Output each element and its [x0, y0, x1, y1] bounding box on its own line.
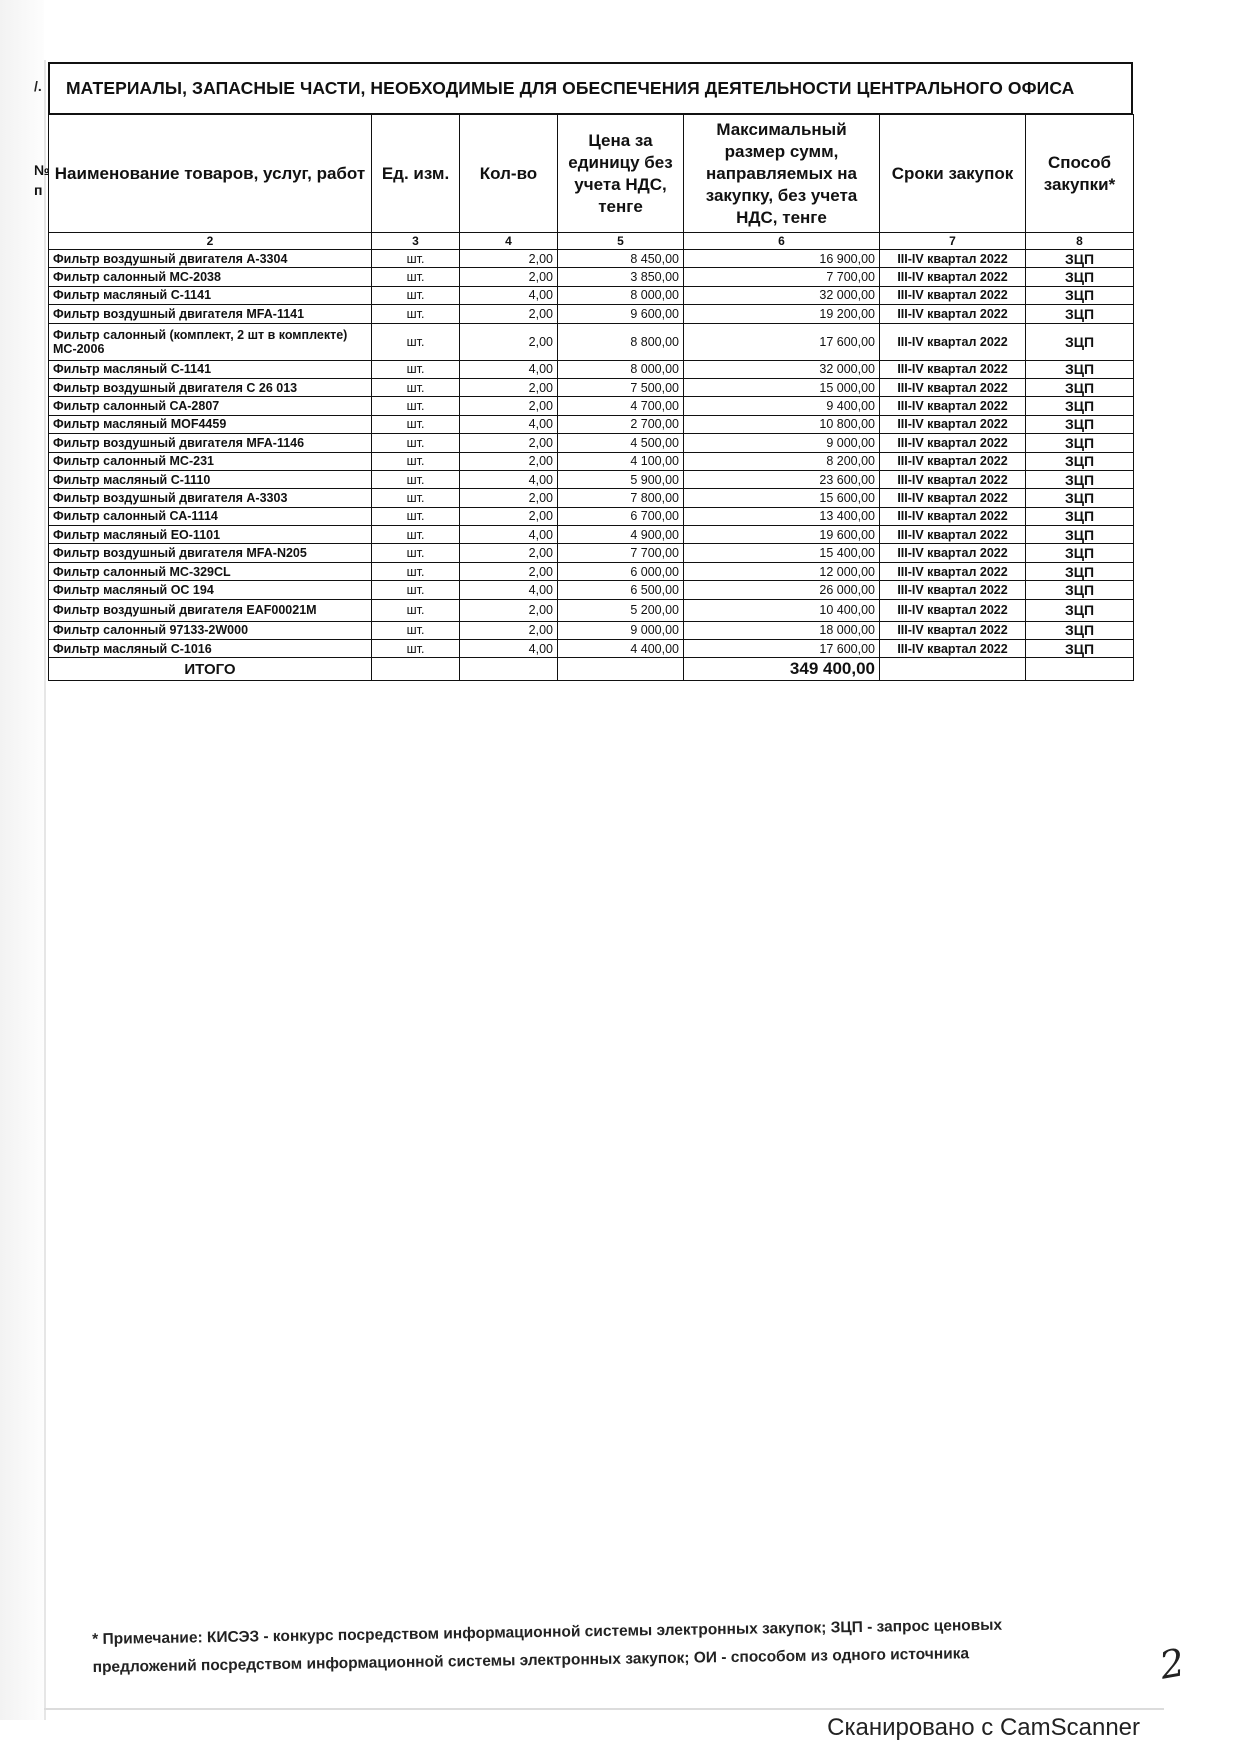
cell-method: ЗЦП: [1026, 581, 1134, 599]
cell-name: Фильтр воздушный двигателя MFA-1141: [49, 305, 372, 323]
total-value: 349 400,00: [684, 658, 880, 681]
column-number: 6: [684, 233, 880, 250]
cell-method: ЗЦП: [1026, 562, 1134, 580]
cell-name: Фильтр воздушный двигателя А-3304: [49, 250, 372, 268]
total-empty-cell: [880, 658, 1026, 681]
cell-qty: 4,00: [460, 470, 558, 488]
cell-name: Фильтр салонный 97133-2W000: [49, 621, 372, 639]
cell-qty: 2,00: [460, 378, 558, 396]
cell-sum: 9 400,00: [684, 397, 880, 415]
cell-sum: 26 000,00: [684, 581, 880, 599]
cell-method: ЗЦП: [1026, 378, 1134, 396]
cell-unit: шт.: [372, 507, 460, 525]
cell-method: ЗЦП: [1026, 452, 1134, 470]
header-qty: Кол-во: [460, 115, 558, 233]
total-row: [49, 658, 1134, 681]
cell-qty: 4,00: [460, 526, 558, 544]
cell-unit: шт.: [372, 489, 460, 507]
cell-period: III-IV квартал 2022: [880, 250, 1026, 268]
cell-method: ЗЦП: [1026, 268, 1134, 286]
cell-period: III-IV квартал 2022: [880, 489, 1026, 507]
cell-qty: 2,00: [460, 621, 558, 639]
cell-qty: 2,00: [460, 599, 558, 621]
cell-unit: шт.: [372, 286, 460, 304]
cell-price: 8 450,00: [558, 250, 684, 268]
header-name: Наименование товаров, услуг, работ: [49, 115, 372, 233]
table-row: [49, 286, 1134, 304]
cell-sum: 17 600,00: [684, 323, 880, 360]
column-number: 2: [49, 233, 372, 250]
cell-name: Фильтр салонный (комплект, 2 шт в комплекте) МС-2006: [49, 323, 372, 360]
cell-unit: шт.: [372, 415, 460, 433]
cell-qty: 4,00: [460, 640, 558, 658]
total-label: ИТОГО: [49, 658, 372, 681]
header-period: Сроки закупок: [880, 115, 1026, 233]
cell-name: Фильтр салонный СА-2807: [49, 397, 372, 415]
cell-method: ЗЦП: [1026, 305, 1134, 323]
cell-method: ЗЦП: [1026, 434, 1134, 452]
header-max-sum: Максимальный размер сумм, направляемых на закупку, без учета НДС, тенге: [684, 115, 880, 233]
cell-sum: 15 400,00: [684, 544, 880, 562]
cell-qty: 2,00: [460, 489, 558, 507]
cell-qty: 2,00: [460, 452, 558, 470]
header-price: Цена за единицу без учета НДС, тенге: [558, 115, 684, 233]
cell-price: 7 800,00: [558, 489, 684, 507]
cell-period: III-IV квартал 2022: [880, 452, 1026, 470]
cell-name: Фильтр масляный С-1016: [49, 640, 372, 658]
column-number: 3: [372, 233, 460, 250]
cell-qty: 4,00: [460, 360, 558, 378]
table-row: [49, 544, 1134, 562]
cell-price: 6 000,00: [558, 562, 684, 580]
total-empty-cell: [1026, 658, 1134, 681]
cell-period: III-IV квартал 2022: [880, 360, 1026, 378]
table-row: [49, 397, 1134, 415]
cell-method: ЗЦП: [1026, 621, 1134, 639]
cell-unit: шт.: [372, 268, 460, 286]
cell-sum: 23 600,00: [684, 470, 880, 488]
cell-method: ЗЦП: [1026, 544, 1134, 562]
cell-sum: 17 600,00: [684, 640, 880, 658]
cut-mark: /.: [34, 78, 42, 94]
header-unit: Ед. изм.: [372, 115, 460, 233]
cell-sum: 15 600,00: [684, 489, 880, 507]
table-row: [49, 268, 1134, 286]
cell-sum: 7 700,00: [684, 268, 880, 286]
cell-unit: шт.: [372, 621, 460, 639]
cell-period: III-IV квартал 2022: [880, 323, 1026, 360]
cut-off-marks: [34, 78, 48, 94]
cell-method: ЗЦП: [1026, 599, 1134, 621]
cell-period: III-IV квартал 2022: [880, 286, 1026, 304]
cell-price: 9 000,00: [558, 621, 684, 639]
cell-name: Фильтр салонный СА-1114: [49, 507, 372, 525]
table-row: [49, 250, 1134, 268]
cell-unit: шт.: [372, 470, 460, 488]
cell-name: Фильтр масляный С-1110: [49, 470, 372, 488]
cell-price: 8 000,00: [558, 286, 684, 304]
column-number: 8: [1026, 233, 1134, 250]
cell-sum: 15 000,00: [684, 378, 880, 396]
table-row: [49, 434, 1134, 452]
cell-qty: 2,00: [460, 434, 558, 452]
cell-qty: 2,00: [460, 323, 558, 360]
page-number: 2: [1156, 1640, 1188, 1688]
cut-mark: №: [34, 162, 50, 178]
cell-period: III-IV квартал 2022: [880, 305, 1026, 323]
header-row: [49, 115, 1134, 233]
cell-period: III-IV квартал 2022: [880, 415, 1026, 433]
cell-method: ЗЦП: [1026, 640, 1134, 658]
cell-name: Фильтр масляный С-1141: [49, 360, 372, 378]
table-row: [49, 507, 1134, 525]
cell-price: 4 500,00: [558, 434, 684, 452]
cell-sum: 10 400,00: [684, 599, 880, 621]
cell-unit: шт.: [372, 323, 460, 360]
cell-sum: 10 800,00: [684, 415, 880, 433]
cell-unit: шт.: [372, 526, 460, 544]
table-row: [49, 562, 1134, 580]
cell-method: ЗЦП: [1026, 507, 1134, 525]
cell-qty: 4,00: [460, 286, 558, 304]
cell-sum: 32 000,00: [684, 286, 880, 304]
cell-sum: 9 000,00: [684, 434, 880, 452]
table-row: [49, 526, 1134, 544]
column-number: 4: [460, 233, 558, 250]
footnote-line-2: предложений посредством информационной системы электронных закупок; ОИ - способом из одного источника: [92, 1645, 970, 1676]
cell-unit: шт.: [372, 562, 460, 580]
cell-method: ЗЦП: [1026, 415, 1134, 433]
cell-price: 8 000,00: [558, 360, 684, 378]
table-row: [49, 360, 1134, 378]
cell-name: Фильтр салонный МС-329CL: [49, 562, 372, 580]
cell-unit: шт.: [372, 378, 460, 396]
cell-sum: 18 000,00: [684, 621, 880, 639]
cell-unit: шт.: [372, 452, 460, 470]
table-row: [49, 323, 1134, 360]
cell-unit: шт.: [372, 544, 460, 562]
cell-qty: 2,00: [460, 507, 558, 525]
cell-unit: шт.: [372, 397, 460, 415]
header-method: Способ закупки*: [1026, 115, 1134, 233]
cell-qty: 4,00: [460, 581, 558, 599]
cell-qty: 2,00: [460, 268, 558, 286]
cell-unit: шт.: [372, 640, 460, 658]
cell-price: 6 700,00: [558, 507, 684, 525]
cell-price: 4 700,00: [558, 397, 684, 415]
cell-period: III-IV квартал 2022: [880, 397, 1026, 415]
section-title: МАТЕРИАЛЫ, ЗАПАСНЫЕ ЧАСТИ, НЕОБХОДИМЫЕ ДЛЯ ОБЕСПЕЧЕНИЯ ДЕЯТЕЛЬНОСТИ ЦЕНТРАЛЬНОГО ОФИСА: [48, 62, 1133, 114]
cell-unit: шт.: [372, 581, 460, 599]
cell-price: 4 400,00: [558, 640, 684, 658]
cell-period: III-IV квартал 2022: [880, 470, 1026, 488]
page-left-border: [44, 60, 46, 1720]
table-row: [49, 470, 1134, 488]
cell-period: III-IV квартал 2022: [880, 599, 1026, 621]
cell-unit: шт.: [372, 360, 460, 378]
cell-method: ЗЦП: [1026, 470, 1134, 488]
cell-name: Фильтр масляный ОС 194: [49, 581, 372, 599]
cell-sum: 8 200,00: [684, 452, 880, 470]
cell-sum: 16 900,00: [684, 250, 880, 268]
cell-method: ЗЦП: [1026, 286, 1134, 304]
cell-sum: 19 600,00: [684, 526, 880, 544]
cell-name: Фильтр масляный С-1141: [49, 286, 372, 304]
cell-period: III-IV квартал 2022: [880, 268, 1026, 286]
table-row: [49, 599, 1134, 621]
column-number: 5: [558, 233, 684, 250]
page-left-edge: [0, 0, 44, 1720]
cell-price: 5 900,00: [558, 470, 684, 488]
cell-method: ЗЦП: [1026, 323, 1134, 360]
cell-qty: 2,00: [460, 397, 558, 415]
table-row: [49, 305, 1134, 323]
procurement-sheet: [48, 62, 1133, 681]
cell-qty: 4,00: [460, 415, 558, 433]
cell-method: ЗЦП: [1026, 250, 1134, 268]
total-empty-cell: [558, 658, 684, 681]
cell-unit: шт.: [372, 434, 460, 452]
total-empty-cell: [372, 658, 460, 681]
cell-period: III-IV квартал 2022: [880, 378, 1026, 396]
table-row: [49, 489, 1134, 507]
cell-method: ЗЦП: [1026, 397, 1134, 415]
cell-name: Фильтр воздушный двигателя EAF00021M: [49, 599, 372, 621]
cell-name: Фильтр масляный MOF4459: [49, 415, 372, 433]
cell-name: Фильтр масляный ЕО-1101: [49, 526, 372, 544]
cell-name: Фильтр салонный МС-231: [49, 452, 372, 470]
cell-name: Фильтр воздушный двигателя А-3303: [49, 489, 372, 507]
scan-bottom-edge: [44, 1708, 1164, 1710]
cell-method: ЗЦП: [1026, 489, 1134, 507]
table-row: [49, 415, 1134, 433]
cell-price: 4 100,00: [558, 452, 684, 470]
cell-price: 8 800,00: [558, 323, 684, 360]
cell-price: 7 500,00: [558, 378, 684, 396]
column-number-row: [49, 233, 1134, 250]
cell-method: ЗЦП: [1026, 526, 1134, 544]
table-body: [49, 250, 1134, 658]
cell-period: III-IV квартал 2022: [880, 581, 1026, 599]
footnote: [92, 1610, 1093, 1682]
cell-price: 4 900,00: [558, 526, 684, 544]
cell-period: III-IV квартал 2022: [880, 526, 1026, 544]
table-row: [49, 452, 1134, 470]
cell-period: III-IV квартал 2022: [880, 507, 1026, 525]
scanner-watermark: Сканировано с CamScanner: [827, 1714, 1140, 1741]
cell-name: Фильтр воздушный двигателя MFA-N205: [49, 544, 372, 562]
cell-period: III-IV квартал 2022: [880, 434, 1026, 452]
cell-sum: 13 400,00: [684, 507, 880, 525]
cell-qty: 2,00: [460, 250, 558, 268]
table-row: [49, 621, 1134, 639]
cell-unit: шт.: [372, 305, 460, 323]
cell-period: III-IV квартал 2022: [880, 621, 1026, 639]
cell-price: 9 600,00: [558, 305, 684, 323]
table-row: [49, 378, 1134, 396]
cell-method: ЗЦП: [1026, 360, 1134, 378]
cell-qty: 2,00: [460, 544, 558, 562]
cell-price: 2 700,00: [558, 415, 684, 433]
cell-period: III-IV квартал 2022: [880, 544, 1026, 562]
table-row: [49, 640, 1134, 658]
cell-qty: 2,00: [460, 305, 558, 323]
footnote-line-1: * Примечание: КИСЭЗ - конкурс посредством информационной системы электронных закупок; ЗЦП - запрос ценовых: [92, 1616, 1003, 1648]
cell-name: Фильтр воздушный двигателя MFA-1146: [49, 434, 372, 452]
cell-price: 6 500,00: [558, 581, 684, 599]
cut-mark: п: [34, 182, 43, 198]
cell-sum: 32 000,00: [684, 360, 880, 378]
column-number: 7: [880, 233, 1026, 250]
cell-qty: 2,00: [460, 562, 558, 580]
cell-price: 5 200,00: [558, 599, 684, 621]
cell-name: Фильтр салонный МС-2038: [49, 268, 372, 286]
cell-unit: шт.: [372, 599, 460, 621]
cell-unit: шт.: [372, 250, 460, 268]
cell-sum: 19 200,00: [684, 305, 880, 323]
cell-name: Фильтр воздушный двигателя С 26 013: [49, 378, 372, 396]
total-empty-cell: [460, 658, 558, 681]
table-row: [49, 581, 1134, 599]
cell-period: III-IV квартал 2022: [880, 562, 1026, 580]
procurement-table: [48, 114, 1134, 681]
cell-period: III-IV квартал 2022: [880, 640, 1026, 658]
cell-price: 3 850,00: [558, 268, 684, 286]
cell-sum: 12 000,00: [684, 562, 880, 580]
cell-price: 7 700,00: [558, 544, 684, 562]
